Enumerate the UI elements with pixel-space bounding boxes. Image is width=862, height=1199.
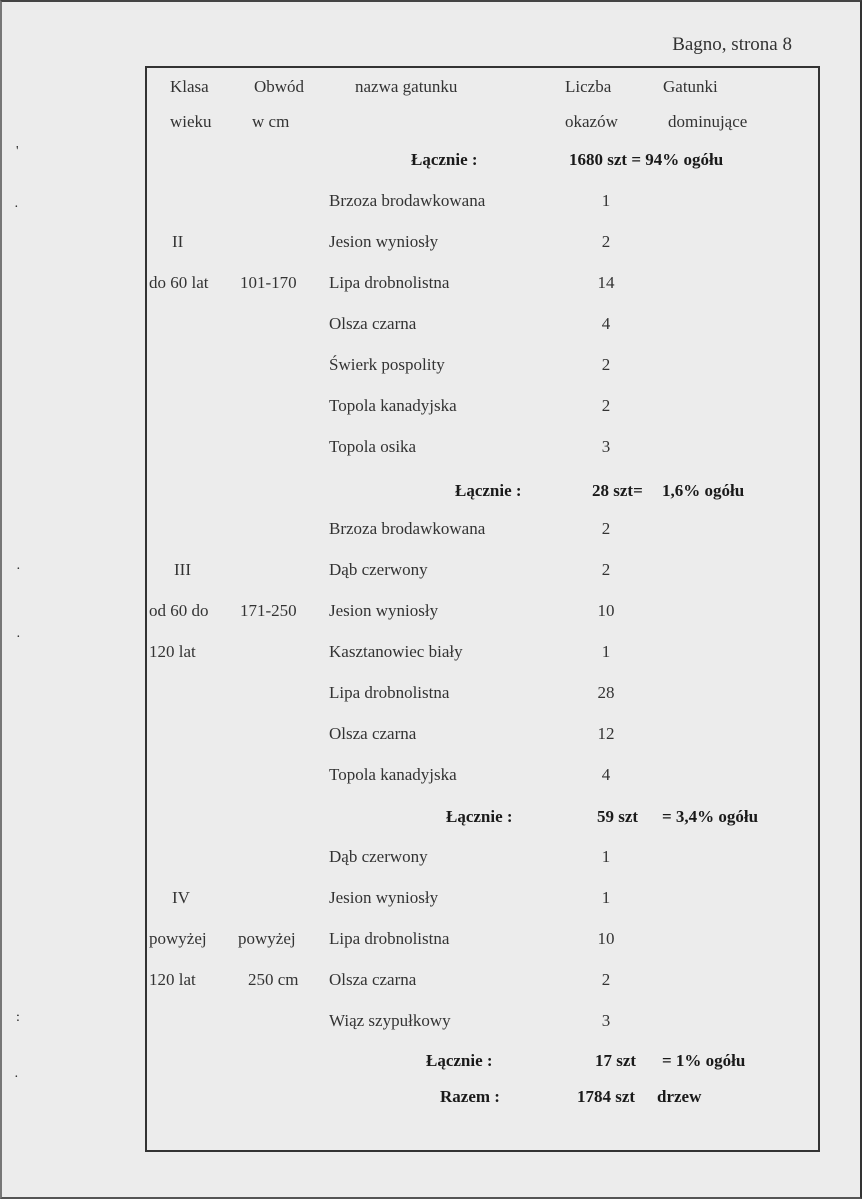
- species-count: 10: [597, 929, 615, 948]
- species-count: 28: [597, 683, 615, 702]
- species-name: Lipa drobnolistna: [329, 683, 450, 702]
- species-count: 2: [601, 970, 611, 989]
- group2-total-count: 28 szt=: [592, 481, 643, 500]
- species-name: Olsza czarna: [329, 970, 417, 989]
- species-count: 2: [601, 519, 611, 538]
- species-name: Brzoza brodawkowana: [329, 191, 486, 210]
- species-count: 12: [597, 724, 615, 743]
- species-name: Dąb czerwony: [329, 560, 428, 579]
- species-count: 2: [601, 560, 611, 579]
- species-name: Topola kanadyjska: [329, 765, 457, 784]
- group3-class: III: [174, 560, 191, 579]
- group4-total-count: 17 szt: [595, 1051, 637, 1070]
- col-header-class: Klasa: [170, 77, 209, 96]
- species-count: 3: [601, 437, 611, 456]
- group4-total-share: = 1% ogółu: [662, 1051, 746, 1070]
- group2-total-label: Łącznie :: [455, 481, 522, 500]
- group3-age: od 60 do: [149, 601, 209, 620]
- species-name: Topola osika: [329, 437, 417, 456]
- species-count: 1: [601, 888, 611, 907]
- species-count: 4: [601, 765, 611, 784]
- group3-total-count: 59 szt: [597, 807, 639, 826]
- species-name: Lipa drobnolistna: [329, 273, 450, 292]
- group4-girth: powyżej: [238, 929, 296, 948]
- species-name: Jesion wyniosły: [329, 232, 439, 251]
- species-name: Olsza czarna: [329, 724, 417, 743]
- species-name: Olsza czarna: [329, 314, 417, 333]
- group2-total-share: 1,6% ogółu: [662, 481, 745, 500]
- species-count: 14: [597, 273, 615, 292]
- group2-age: do 60 lat: [149, 273, 209, 292]
- species-name: Jesion wyniosły: [329, 601, 439, 620]
- group4-age-sub: 120 lat: [149, 970, 196, 989]
- group4-total-label: Łącznie :: [426, 1051, 493, 1070]
- group3-girth: 171-250: [240, 601, 297, 620]
- species-name: Lipa drobnolistna: [329, 929, 450, 948]
- scan-speck: ·: [14, 200, 19, 215]
- species-count: 3: [601, 1011, 611, 1030]
- col-header-class-sub: wieku: [170, 112, 212, 131]
- group3-total-share: = 3,4% ogółu: [662, 807, 759, 826]
- group4-age: powyżej: [149, 929, 207, 948]
- col-header-species: nazwa gatunku: [355, 77, 458, 96]
- scan-speck: ': [16, 144, 19, 159]
- group4-girth-sub: 250 cm: [248, 970, 299, 989]
- col-header-dominant-sub: dominujące: [668, 112, 748, 131]
- species-count: 1: [601, 191, 611, 210]
- species-count: 2: [601, 232, 611, 251]
- species-name: Brzoza brodawkowana: [329, 519, 486, 538]
- species-count: 1: [601, 847, 611, 866]
- col-header-girth: Obwód: [254, 77, 305, 96]
- scan-speck: ·: [16, 562, 21, 577]
- species-name: Kasztanowiec biały: [329, 642, 463, 661]
- group4-class: IV: [172, 888, 190, 907]
- species-name: Wiąz szypułkowy: [329, 1011, 451, 1030]
- group3-total-label: Łącznie :: [446, 807, 513, 826]
- page-header: Bagno, strona 8: [672, 34, 792, 55]
- species-count: 10: [597, 601, 615, 620]
- species-count: 1: [601, 642, 611, 661]
- col-header-count-sub: okazów: [565, 112, 618, 131]
- col-header-dominant: Gatunki: [663, 77, 718, 96]
- species-count: 2: [601, 355, 611, 374]
- species-name: Jesion wyniosły: [329, 888, 439, 907]
- species-name: Topola kanadyjska: [329, 396, 457, 415]
- group2-class: II: [172, 232, 184, 251]
- scan-speck: :: [16, 1010, 20, 1025]
- total-label: Łącznie :: [411, 150, 478, 169]
- species-name: Dąb czerwony: [329, 847, 428, 866]
- col-header-girth-sub: w cm: [252, 112, 290, 131]
- grand-total-label: Razem :: [440, 1087, 500, 1106]
- group2-girth: 101-170: [240, 273, 297, 292]
- total-value: 1680 szt = 94% ogółu: [569, 150, 724, 169]
- species-count: 4: [601, 314, 611, 333]
- grand-total-unit: drzew: [657, 1087, 702, 1106]
- scan-speck: ·: [16, 630, 21, 645]
- species-name: Świerk pospolity: [329, 355, 445, 374]
- scan-speck: ·: [14, 1070, 19, 1085]
- grand-total-count: 1784 szt: [577, 1087, 636, 1106]
- species-count: 2: [601, 396, 611, 415]
- col-header-count: Liczba: [565, 77, 612, 96]
- group3-age-sub: 120 lat: [149, 642, 196, 661]
